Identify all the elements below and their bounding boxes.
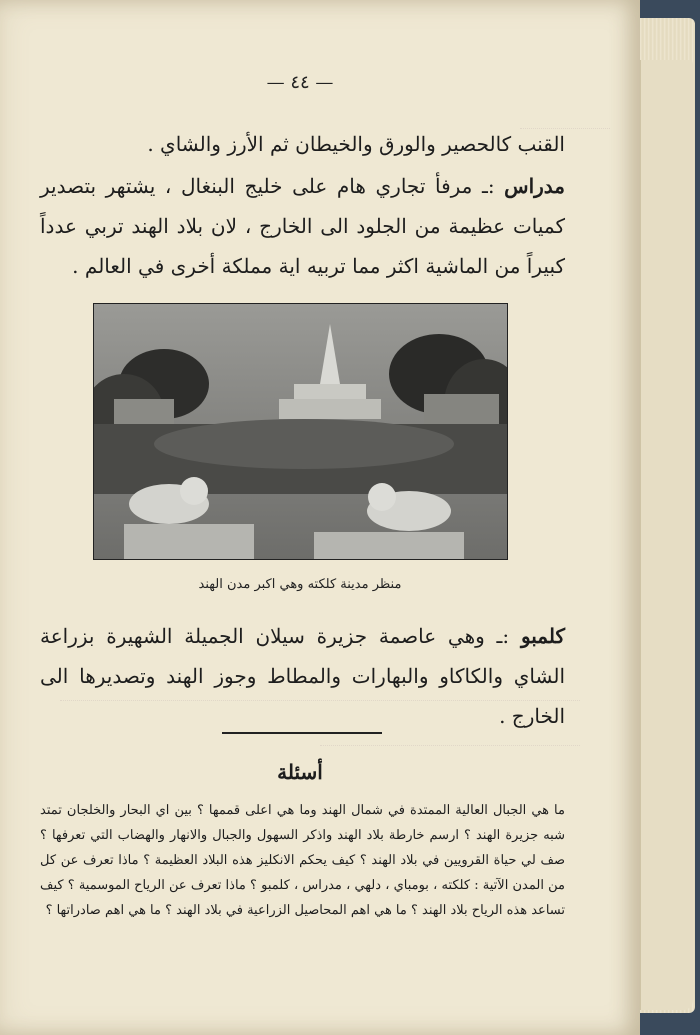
bleed-through-text [320, 745, 580, 756]
calcutta-photo-illustration [94, 304, 507, 559]
colombo-text: :ـ وهي عاصمة جزيرة سيلان الجميلة الشهيرة بزراعة الشاي والكاكاو والبهارات والمطاط وجوز الهند وتصديرها الى الخارج . [40, 624, 565, 728]
colombo-paragraph [40, 616, 565, 736]
intro-paragraph [40, 124, 565, 164]
madras-lead: مدراس [504, 174, 566, 198]
madras-text: :ـ مرفأ تجاري هام على خليج البنغال ، يشتهر بتصدير كميات عظيمة من الجلود الى الخارج ، لان بلاد الهند تربي عدداً كبيراً من الماشية اكثر مما تربيه اية مملكة أخرى في العالم . [40, 174, 565, 278]
questions-text: ما هي الجبال العالية الممتدة في شمال الهند وما هي اعلى قممها ؟ بين اي البحار والخلجان تمتد شبه جزيرة الهند ؟ ارسم خارطة بلاد الهند واذكر السهول والجبال والانهار والهضاب التي تعرفها ؟ صف لي حياة القرويين في بلاد الهند ؟ كيف يحكم الانكليز هذه البلاد العظيمة ؟ ماذا تعرف عن كل من المدن الآتية : كلكته ، بومباي ، دلهي ، مدراس ، كلمبو ؟ ماذا تعرف عن الرياح الموسمية ؟ كيف تساعد هذه الرياح بلاد الهند ؟ ما هي اهم المحاصيل الزراعية في بلاد الهند ؟ ما هي اهم صادراتها ؟ [40, 803, 565, 918]
questions-paragraph [40, 798, 565, 923]
calcutta-photo [93, 303, 508, 560]
madras-paragraph [40, 166, 565, 286]
page-stack-edge-inner [640, 60, 693, 1010]
photo-caption: منظر مدينة كلكته وهي اكبر مدن الهند [198, 577, 402, 592]
colombo-lead: كلمبو [520, 624, 566, 648]
intro-text: القنب كالحصير والورق والخيطان ثم الأرز والشاي . [147, 132, 565, 156]
questions-title: أسئلة [277, 760, 323, 784]
section-divider [222, 732, 382, 734]
page-number: — ٤٤ — [266, 72, 334, 93]
